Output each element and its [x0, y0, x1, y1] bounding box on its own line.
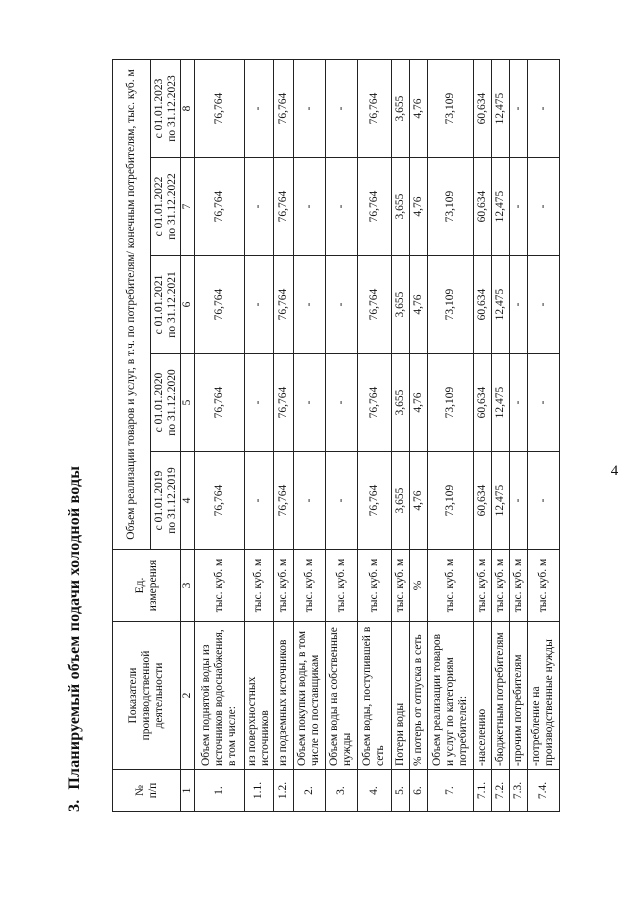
row-value: -: [244, 158, 273, 256]
row-value: 76,764: [273, 354, 293, 452]
row-value: 73,109: [427, 158, 473, 256]
row-value: 3,655: [391, 452, 409, 550]
row-value: 73,109: [427, 452, 473, 550]
row-number: 7.4.: [527, 770, 559, 812]
row-value: -: [244, 354, 273, 452]
row-number: 1.: [194, 770, 244, 812]
row-value: -: [527, 60, 559, 158]
row-value: 76,764: [273, 452, 293, 550]
row-value: -: [244, 60, 273, 158]
row-unit: тыс. куб. м: [527, 550, 559, 622]
row-unit: тыс. куб. м: [293, 550, 325, 622]
row-value: 76,764: [273, 60, 293, 158]
table-row: [409, 60, 427, 812]
row-value: -: [325, 256, 357, 354]
row-indicator: Потери воды: [391, 622, 409, 770]
table-row: [325, 60, 357, 812]
column-number: 1: [181, 770, 195, 812]
section-title: Планируемый объем подачи холодной воды: [66, 465, 83, 790]
row-value: -: [244, 256, 273, 354]
row-value: 76,764: [194, 452, 244, 550]
row-value: -: [244, 452, 273, 550]
column-number: 6: [181, 256, 195, 354]
header-group: Объем реализации товаров и услуг, в т.ч. по потребителям/ конечным потребителям, тыс. куб. м: [113, 60, 151, 550]
row-number: 7.1.: [473, 770, 491, 812]
row-value: 12,475: [491, 60, 509, 158]
row-value: -: [325, 60, 357, 158]
table-row: [473, 60, 491, 812]
row-number: 4.: [357, 770, 391, 812]
row-number: 7.: [427, 770, 473, 812]
row-number: 2.: [293, 770, 325, 812]
row-indicator: -прочим потребителям: [509, 622, 527, 770]
row-value: 4,76: [409, 60, 427, 158]
row-number: 3.: [325, 770, 357, 812]
row-unit: тыс. куб. м: [273, 550, 293, 622]
header-period-4: с 01.01.2022 по 31.12.2022: [151, 158, 181, 256]
row-unit: тыс. куб. м: [509, 550, 527, 622]
table-row: [273, 60, 293, 812]
table-row: [357, 60, 391, 812]
table-row: [194, 60, 244, 812]
row-value: 73,109: [427, 60, 473, 158]
header-period-1: с 01.01.2019 по 31.12.2019: [151, 452, 181, 550]
column-number: 7: [181, 158, 195, 256]
row-value: -: [509, 452, 527, 550]
row-value: 60,634: [473, 158, 491, 256]
row-value: -: [293, 60, 325, 158]
row-value: -: [509, 158, 527, 256]
table-row: [491, 60, 509, 812]
row-unit: тыс. куб. м: [194, 550, 244, 622]
table-row: [527, 60, 559, 812]
row-indicator: Объем покупки воды, в том числе по поставщикам: [293, 622, 325, 770]
row-indicator: Объем поднятой воды из источников водоснабжения, в том числе:: [194, 622, 244, 770]
section-number: 3.: [66, 799, 83, 812]
row-number: 5.: [391, 770, 409, 812]
row-value: 60,634: [473, 452, 491, 550]
row-indicator: Объем воды на собственные нужды: [325, 622, 357, 770]
row-unit: тыс. куб. м: [491, 550, 509, 622]
row-number: 1.1.: [244, 770, 273, 812]
row-unit: тыс. куб. м: [427, 550, 473, 622]
row-unit: тыс. куб. м: [391, 550, 409, 622]
row-value: -: [509, 256, 527, 354]
row-value: 60,634: [473, 354, 491, 452]
row-value: -: [325, 354, 357, 452]
row-value: 4,76: [409, 158, 427, 256]
row-value: 76,764: [357, 452, 391, 550]
row-value: 76,764: [194, 158, 244, 256]
column-number-row: [181, 60, 195, 812]
row-value: -: [509, 60, 527, 158]
column-number: 3: [181, 550, 195, 622]
row-value: 76,764: [357, 60, 391, 158]
row-value: -: [293, 158, 325, 256]
row-value: -: [293, 354, 325, 452]
row-value: -: [527, 256, 559, 354]
row-value: 73,109: [427, 256, 473, 354]
row-value: -: [293, 256, 325, 354]
row-unit: тыс. куб. м: [325, 550, 357, 622]
row-value: -: [527, 452, 559, 550]
column-number: 8: [181, 60, 195, 158]
row-value: 3,655: [391, 354, 409, 452]
row-value: 4,76: [409, 354, 427, 452]
row-value: 60,634: [473, 60, 491, 158]
row-unit: тыс. куб. м: [244, 550, 273, 622]
table-row: [244, 60, 273, 812]
row-value: 76,764: [357, 354, 391, 452]
row-number: 6.: [409, 770, 427, 812]
column-number: 5: [181, 354, 195, 452]
row-value: 76,764: [357, 158, 391, 256]
table-row: [391, 60, 409, 812]
row-indicator: -населению: [473, 622, 491, 770]
table-row: [509, 60, 527, 812]
page-number: 4: [610, 462, 619, 479]
header-num: № п/п: [113, 770, 181, 812]
row-value: -: [527, 354, 559, 452]
row-indicator: из поверхностных источников: [244, 622, 273, 770]
row-indicator: Объем реализации товаров и услуг по категориям потребителей:: [427, 622, 473, 770]
row-value: -: [325, 452, 357, 550]
row-value: 76,764: [273, 158, 293, 256]
row-indicator: % потерь от отпуска в сеть: [409, 622, 427, 770]
table-row: [427, 60, 473, 812]
water-supply-table: [112, 59, 560, 812]
row-unit: тыс. куб. м: [473, 550, 491, 622]
row-value: 12,475: [491, 354, 509, 452]
row-indicator: -бюджетным потребителям: [491, 622, 509, 770]
row-number: 7.2.: [491, 770, 509, 812]
row-indicator: -потребление на производственные нужды: [527, 622, 559, 770]
row-value: 3,655: [391, 60, 409, 158]
row-indicator: из подземных источников: [273, 622, 293, 770]
row-unit: %: [409, 550, 427, 622]
row-value: 76,764: [357, 256, 391, 354]
row-value: 60,634: [473, 256, 491, 354]
section-heading: [66, 466, 84, 812]
table-row: [293, 60, 325, 812]
row-value: 76,764: [273, 256, 293, 354]
header-indicator: Показатели производственной деятельности: [113, 622, 181, 770]
row-value: -: [527, 158, 559, 256]
row-value: 3,655: [391, 256, 409, 354]
row-value: 4,76: [409, 452, 427, 550]
row-value: 76,764: [194, 256, 244, 354]
header-unit: Ед. измерения: [113, 550, 181, 622]
header-period-5: с 01.01.2023 по 31.12.2023: [151, 60, 181, 158]
column-number: 4: [181, 452, 195, 550]
column-number: 2: [181, 622, 195, 770]
header-period-2: с 01.01.2020 по 31.12.2020: [151, 354, 181, 452]
header-period-3: с 01.01.2021 по 31.12.2021: [151, 256, 181, 354]
row-value: 4,76: [409, 256, 427, 354]
row-value: 3,655: [391, 158, 409, 256]
row-value: -: [509, 354, 527, 452]
row-unit: тыс. куб. м: [357, 550, 391, 622]
row-number: 1.2.: [273, 770, 293, 812]
row-value: 12,475: [491, 256, 509, 354]
row-value: 12,475: [491, 452, 509, 550]
row-number: 7.3.: [509, 770, 527, 812]
row-value: 76,764: [194, 60, 244, 158]
row-value: -: [325, 158, 357, 256]
row-value: 12,475: [491, 158, 509, 256]
row-indicator: Объем воды, поступившей в сеть: [357, 622, 391, 770]
row-value: -: [293, 452, 325, 550]
row-value: 76,764: [194, 354, 244, 452]
row-value: 73,109: [427, 354, 473, 452]
